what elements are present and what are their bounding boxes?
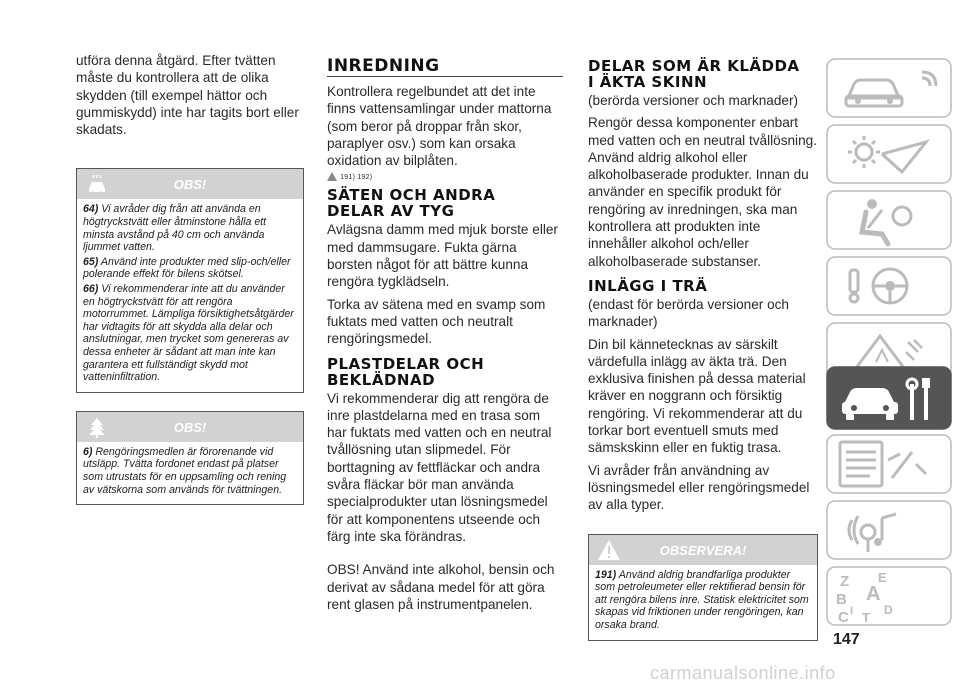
- notice-title: OBS!: [173, 177, 207, 193]
- notice-body: [77, 442, 303, 504]
- note-item: [83, 283, 297, 384]
- notice-box-warning: [588, 534, 818, 641]
- warning-triangle-icon: [327, 172, 337, 181]
- index-letter: Z: [840, 573, 850, 590]
- note-item: [83, 256, 297, 281]
- steering-key-icon[interactable]: [826, 256, 952, 316]
- notice-box-environment: [76, 411, 304, 505]
- paragraph: Vi rekommenderar dig att rengöra de inre plastdelarna med en trasa som har fuktats med vatten och en neutral tvållösning utan slipmedel. För borttagning av fettfläckar och andra svåra fläckar bör man använda specialprodukter utan lösningsmedel för att komponentens utseende och färg inte ska förändras.: [327, 390, 552, 544]
- paragraph: Torka av sätena med en svamp som fuktats med vatten och neutralt rengöringsmedel.: [327, 296, 546, 347]
- heading-line: PLASTDELAR OCH: [327, 354, 485, 373]
- note-text: Vi avråder dig från att använda en högtryckstvätt eller åtminstone hålla ett minsta avstånd på 40 cm och använda ljummet vatten.: [83, 203, 267, 254]
- watermark: carmanualsonline.info: [650, 663, 836, 683]
- heading-rule: [327, 76, 563, 77]
- paragraph: Kontrollera regelbundet att det inte finns vattensamlingar under mattorna (som beror på droppar från skor, paraplyer osv.) som kan orsaka oxidation av bilplåten.: [327, 84, 552, 169]
- car-maintenance-icon[interactable]: [826, 366, 952, 430]
- paragraph: (berörda versioner och marknader): [588, 93, 799, 108]
- heading-line: SÄTEN OCH ANDRA: [327, 186, 496, 205]
- index-letter: C: [838, 609, 849, 626]
- notice-body: [589, 565, 817, 640]
- note-number: 64): [83, 203, 99, 216]
- index-letter: D: [884, 603, 893, 617]
- section-heading-seats: [327, 187, 563, 219]
- section-heading-interior: INREDNING: [327, 56, 440, 76]
- paragraph: (endast för berörda versioner och marknader): [588, 296, 789, 330]
- note-number: 191): [595, 568, 617, 581]
- note-number: 65): [83, 255, 99, 268]
- heading-line: DELAR AV TYG: [327, 202, 455, 221]
- column-middle: [327, 52, 563, 618]
- note-number: 66): [83, 283, 99, 296]
- paragraph: Din bil kännetecknas av särskilt värdefulla inlägg av äkta trä. Den exklusiva finishen på dessa material kräver en noggrann och försiktig rengöring. Vi rekommenderar att du torkar bort eventuell smuts med sämskskinn eller en fuktig trasa.: [588, 336, 806, 456]
- note-text: Rengöringsmedlen är förorenande vid utsläpp. Tvätta fordonet endast på platser som utrustats för en uppsamling och rening av vätskorna som används för tvättningen.: [83, 445, 287, 496]
- car-dashboard-icon[interactable]: [826, 58, 952, 118]
- heading-line: DELAR SOM ÄR KLÄDDA: [588, 57, 800, 75]
- note-number: 6): [83, 445, 93, 458]
- notice-box-caution: [76, 168, 304, 392]
- paragraph: Avlägsna damm med mjuk borste eller med dammsugare. Fukta gärna borsten något för att bättre kunna rengöra tygklädseln.: [327, 222, 558, 290]
- column-left: [76, 52, 304, 505]
- reference-numbers: 191) 192): [340, 172, 373, 182]
- section-heading-plastics: [327, 356, 563, 388]
- notice-header: [589, 535, 817, 565]
- paragraph: Rengör dessa komponenter enbart med vatten och en neutral tvållösning. Använd aldrig alkohol eller alkoholbaserade produkter. Innan du använder en specifik produkt för rengöring av inredningen, ska man kontrollera att produkten inte innehåller alkohol och/eller alkoholbaserade substanser.: [588, 115, 817, 269]
- notice-title: OBSERVERA!: [659, 542, 747, 558]
- heading-line: BEKLÄDNAD: [327, 370, 436, 389]
- notice-title: OBS!: [173, 419, 207, 435]
- section-heading-wood: INLÄGG I TRÄ: [588, 276, 708, 295]
- multimedia-icon[interactable]: [826, 500, 952, 560]
- note-item: [83, 446, 297, 496]
- notice-header: [77, 169, 303, 199]
- page-number: 147: [833, 631, 860, 648]
- note-item: [595, 569, 811, 632]
- section-heading-leather: [588, 58, 818, 90]
- note-text: Använd aldrig brandfarliga produkter som petroleumeter eller rektifierad bensin för att rengöra bilens inre. Statisk elektricitet som skapas vid friktionen under rengöringen, kan orsaka brand.: [595, 568, 809, 631]
- index-letter: A: [866, 583, 881, 605]
- notice-body: [77, 199, 303, 391]
- notice-header: [77, 412, 303, 442]
- column-right: [588, 52, 818, 641]
- heading-line: I ÄKTA SKINN: [588, 73, 708, 91]
- alphabetical-index-icon[interactable]: [826, 566, 952, 626]
- note-text: Vi rekommenderar inte att du använder en högtryckstvätt för att rengöra motorrummet. Lämpliga försiktighetsåtgärder har vidtagits för att skydda alla delar och anslutningar, men trycket som genereras av dessa enheter är sådant att man inte kan garantera ett fullständigt skydd mot vatteninfiltration.: [83, 283, 294, 384]
- note-item: [83, 203, 297, 253]
- note-text: Använd inte produkter med slip-och/eller polerande effekt för bilens skötsel.: [83, 255, 291, 281]
- warning-lights-icon[interactable]: [826, 124, 952, 184]
- index-letter: E: [878, 570, 887, 585]
- specifications-list-icon[interactable]: [826, 434, 952, 494]
- index-letter: T: [862, 610, 870, 625]
- paragraph: Vi avråder från användning av lösningsmedel eller rengöringsmedel av alla typer.: [588, 462, 810, 513]
- intro-paragraph: utföra denna åtgärd. Efter tvätten måste du kontrollera att de olika skydden (till exempel hättor och gummiskydd) inte har tagits bort eller skadats.: [76, 53, 299, 138]
- seat-airbag-icon[interactable]: [826, 190, 952, 250]
- index-letter: B: [836, 591, 847, 608]
- reference-markers: [327, 172, 563, 181]
- index-letter: I: [850, 605, 854, 617]
- paragraph: OBS! Använd inte alkohol, bensin och derivat av sådana medel för att göra rent glasen på instrumentpanelen.: [327, 562, 555, 612]
